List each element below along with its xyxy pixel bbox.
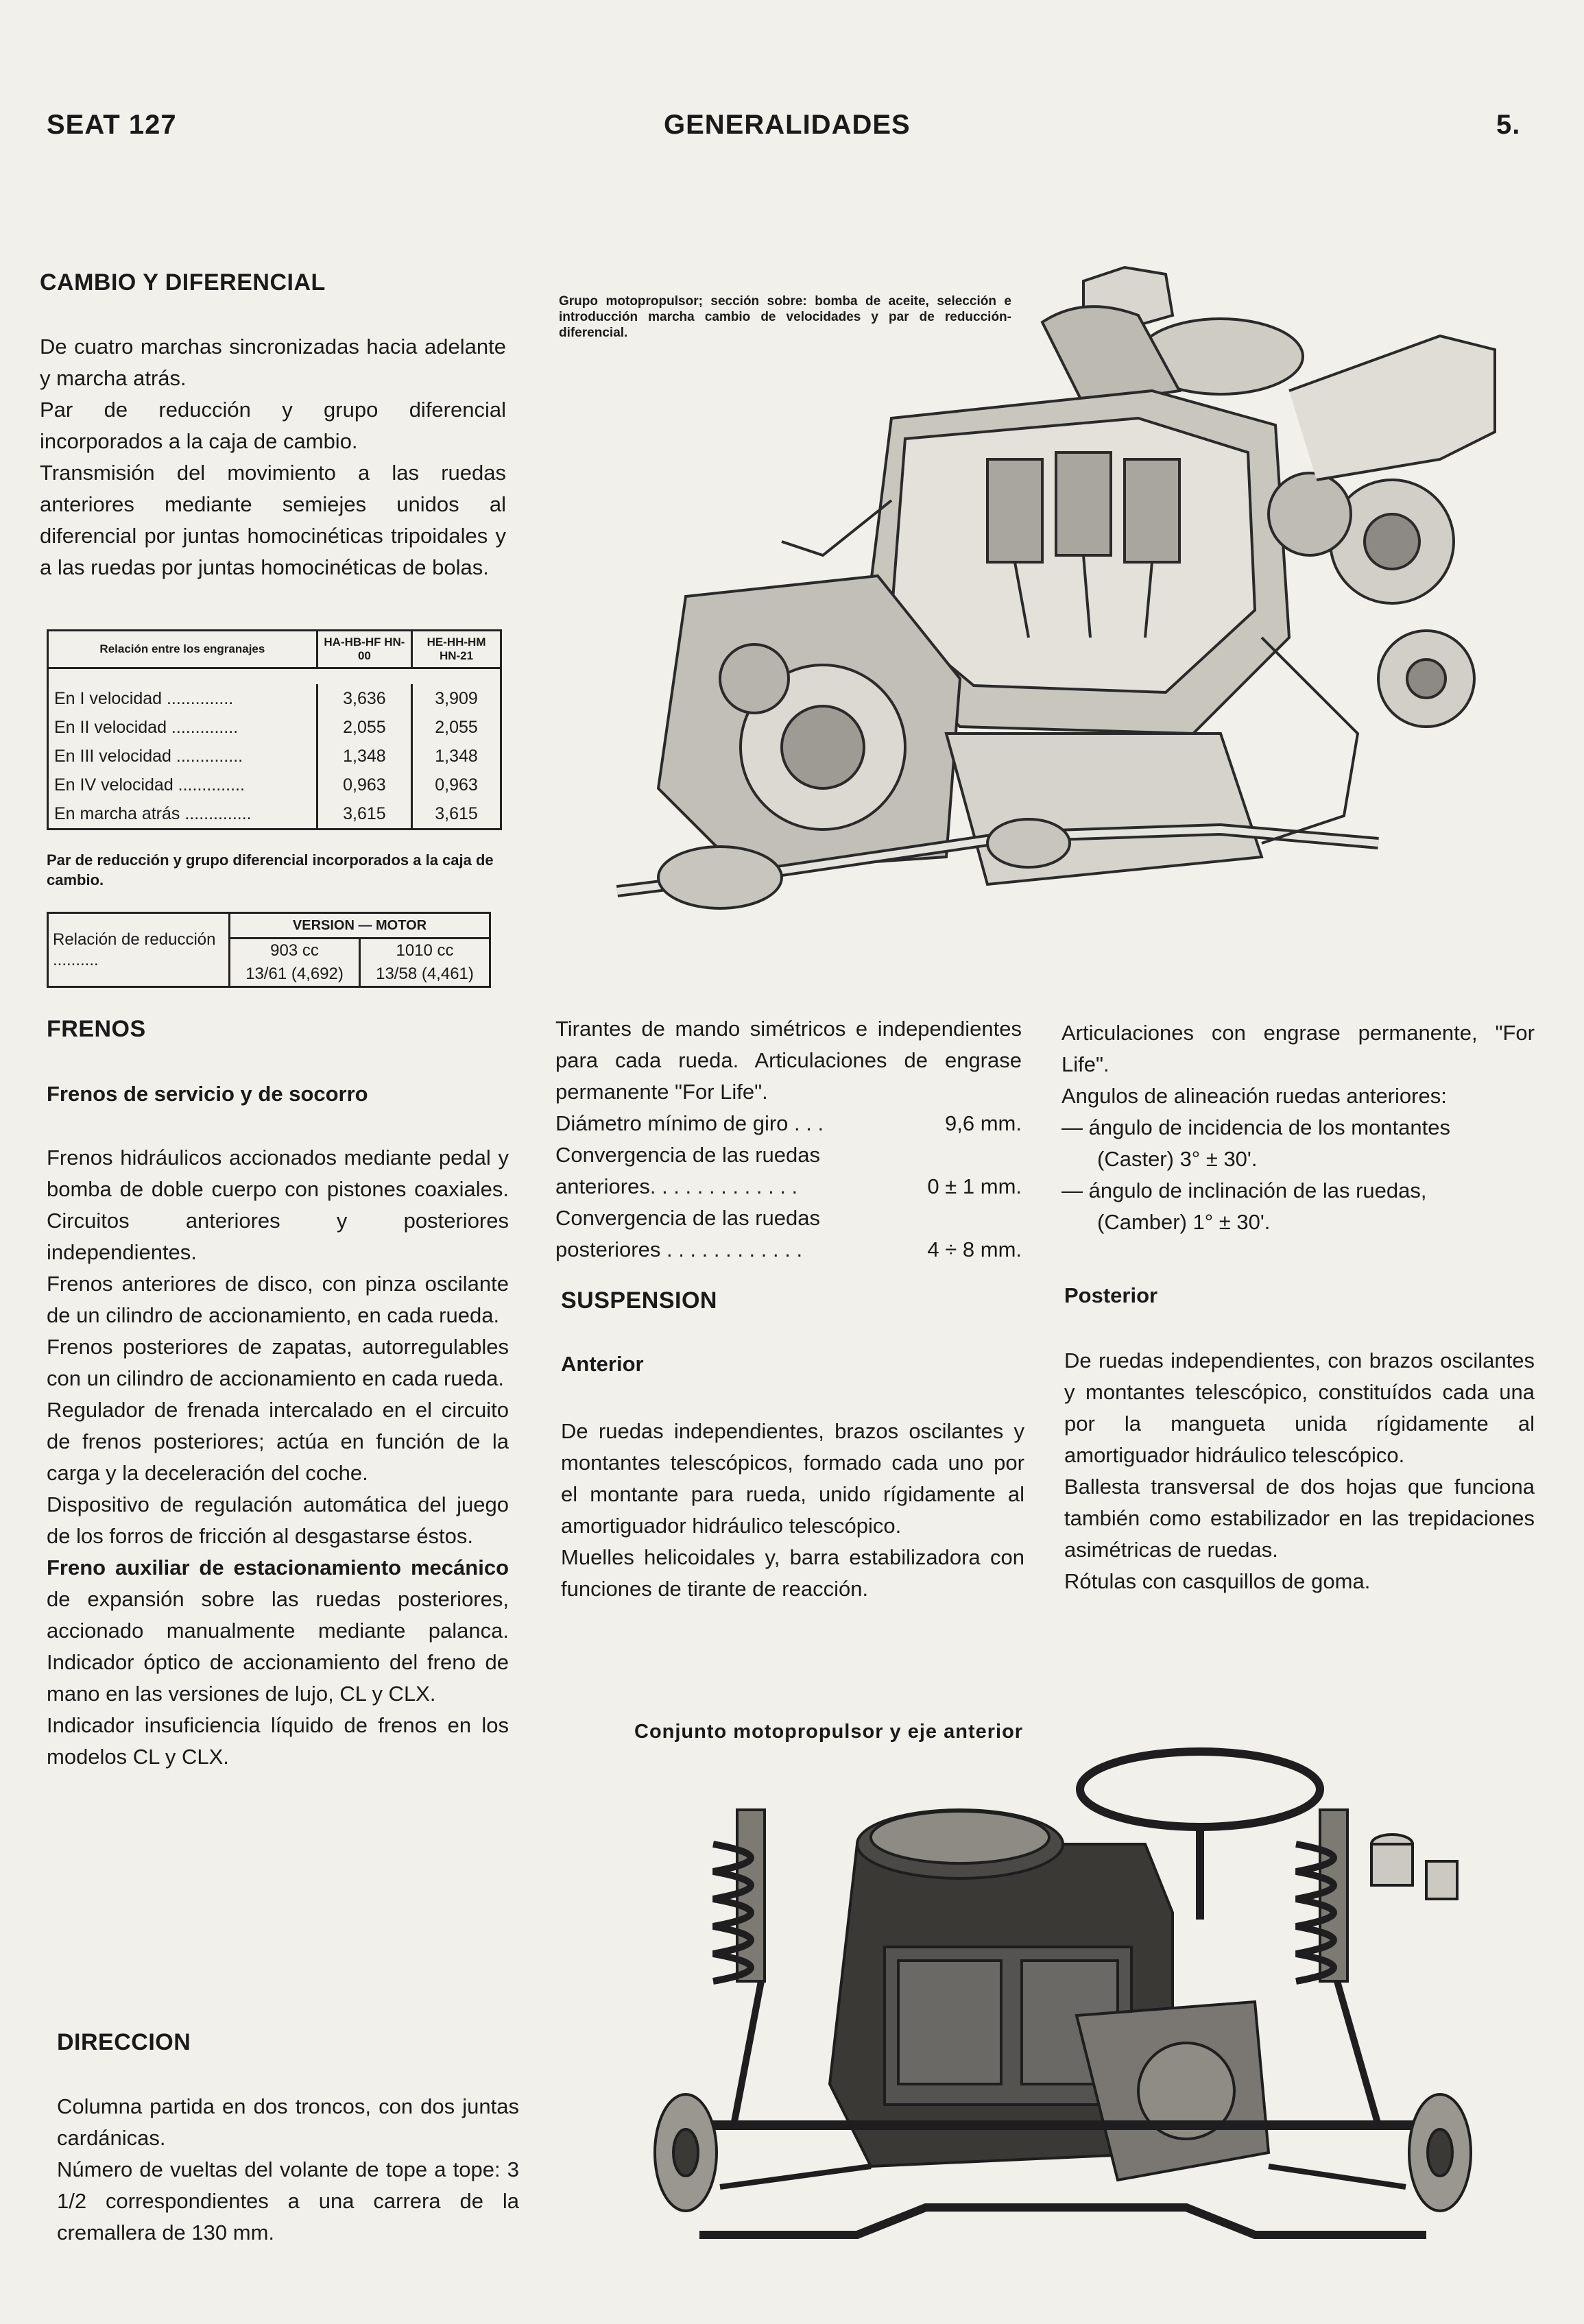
spec-row — [555, 1234, 1022, 1266]
anterior-title: Anterior — [561, 1352, 644, 1376]
gear-col1-header: HA-HB-HF HN-00 — [317, 631, 411, 668]
direccion-p1: Columna partida en dos troncos, con dos juntas cardánicas. — [57, 2094, 519, 2150]
spec-row — [555, 1202, 1022, 1234]
frenos-p5: Dispositivo de regulación automática del juego de los forros de fricción al desgastarse éstos. — [47, 1492, 509, 1548]
angle-caster-a: — ángulo de incidencia de los montantes — [1061, 1115, 1450, 1139]
frenos-aux — [47, 1552, 509, 1710]
right-intro: Articulaciones con engrase permanente, "For Life". — [1061, 1021, 1535, 1076]
spec-value: 0 ± 1 mm. — [927, 1174, 1022, 1198]
spec-value: 9,6 mm. — [945, 1111, 1022, 1135]
gear-ratio-table — [47, 629, 502, 830]
frenos-p3: Frenos posteriores de zapatas, autorregulables con un cilindro de accionamiento en cada rueda. — [47, 1335, 509, 1390]
posterior-p3: Rótulas con casquillos de goma. — [1064, 1569, 1371, 1593]
angles-title: Angulos de alineación ruedas anteriores: — [1061, 1084, 1447, 1108]
suspension-title: SUSPENSION — [561, 1287, 717, 1314]
frenos-aux-rest: de expansión sobre las ruedas posteriores, accionado manualmente mediante palanca. Indicador óptico de accionamiento del freno de mano en las versiones de lujo, CL y CLX. — [47, 1587, 509, 1706]
gear-row-value-b: 3,615 — [412, 799, 501, 830]
angle-camber-a: — ángulo de inclinación de las ruedas, — [1061, 1178, 1427, 1202]
gear-row — [48, 713, 501, 742]
gear-row — [48, 771, 501, 799]
frenos-p4: Regulador de frenada intercalado en el circuito de frenos posteriores; actúa en función de la carga y la deceleración del coche. — [47, 1398, 509, 1485]
anterior-text — [561, 1416, 1024, 1605]
gear-row-value-b: 2,055 — [412, 713, 501, 742]
posterior-text — [1064, 1345, 1535, 1597]
ratio-cc: 903 cc — [230, 939, 360, 963]
anterior-p1: De ruedas independientes, brazos oscilantes y montantes telescópicos, formado cada uno por el montante para rueda, unido rígidamente al amortiguador hidráulico telescópico. — [561, 1419, 1024, 1538]
frenos-p1: Frenos hidráulicos accionados mediante pedal y bomba de doble cuerpo con pistones coaxiales. Circuitos anteriores y posteriores independientes. — [47, 1146, 509, 1264]
gear-row — [48, 799, 501, 830]
gear-row-value-b: 0,963 — [412, 771, 501, 799]
gear-row-label: En III velocidad .............. — [48, 742, 317, 771]
spec-row — [555, 1171, 1022, 1202]
gear-row-value-a: 3,636 — [317, 684, 411, 713]
frenos-aux-bold: Freno auxiliar de estacionamiento mecánico — [47, 1556, 509, 1579]
gear-row-label: En IV velocidad .............. — [48, 771, 317, 799]
header-center: GENERALIDADES — [664, 110, 911, 140]
spec-label: Convergencia de las ruedas — [555, 1143, 821, 1167]
frenos-subtitle: Frenos de servicio y de socorro — [47, 1082, 368, 1106]
differential-caption: Par de reducción y grupo diferencial incorporados a la caja de cambio. — [47, 851, 494, 888]
steering-specs — [555, 1108, 1022, 1266]
direccion-title: DIRECCION — [57, 2029, 191, 2055]
gear-row — [48, 742, 501, 771]
gear-row-value-a: 1,348 — [317, 742, 411, 771]
page-number: 5. — [1496, 110, 1521, 140]
ratio-version-header: VERSION — MOTOR — [230, 913, 490, 939]
cambio-title: CAMBIO Y DIFERENCIAL — [40, 269, 326, 295]
spec-row — [555, 1108, 1022, 1139]
gear-row-value-b: 3,909 — [412, 684, 501, 713]
gear-row-label: En I velocidad .............. — [48, 684, 317, 713]
gear-row-value-a: 3,615 — [317, 799, 411, 830]
cambio-p3: Transmisión del movimiento a las ruedas anteriores mediante semiejes unidos al diferencial por juntas homocinéticas tripoidales y a las ruedas por juntas homocinéticas de bolas. — [40, 461, 506, 579]
frenos-text — [47, 1142, 509, 1773]
gear-row — [48, 684, 501, 713]
gear-table-header: Relación entre los engranajes — [48, 631, 317, 668]
gear-row-value-a: 2,055 — [317, 713, 411, 742]
cambio-p2: Par de reducción y grupo diferencial incorporados a la caja de cambio. — [40, 398, 506, 453]
frenos-last: Indicador insuficiencia líquido de frenos en los modelos CL y CLX. — [47, 1713, 509, 1769]
spec-row — [555, 1139, 1022, 1171]
spec-value: 4 ÷ 8 mm. — [927, 1237, 1022, 1261]
cambio-text — [40, 331, 506, 583]
front-axle-assembly-illustration — [651, 1741, 1474, 2290]
anterior-p2: Muelles helicoidales y, barra estabilizadora con funciones de tirante de reacción. — [561, 1545, 1024, 1601]
alignment-angles — [1061, 1080, 1535, 1238]
spec-label: anteriores. . . . . . . . . . . . . — [555, 1174, 798, 1198]
engine-section-illustration — [603, 254, 1529, 980]
posterior-title: Posterior — [1064, 1283, 1158, 1307]
middle-intro: Tirantes de mando simétricos e independientes para cada rueda. Articulaciones de engrase permanente "For Life". — [555, 1017, 1022, 1104]
gear-row-value-b: 1,348 — [412, 742, 501, 771]
spec-label: posteriores . . . . . . . . . . . . — [555, 1237, 803, 1261]
frenos-p2: Frenos anteriores de disco, con pinza oscilante de un cilindro de accionamiento, en cada rueda. — [47, 1272, 509, 1327]
assembly-caption: Conjunto motopropulsor y eje anterior — [634, 1721, 1024, 1743]
gear-row-label: En marcha atrás .............. — [48, 799, 317, 830]
angle-camber-b: (Camber) 1° ± 30'. — [1097, 1210, 1271, 1234]
gear-row-label: En II velocidad .............. — [48, 713, 317, 742]
direccion-p2: Número de vueltas del volante de tope a tope: 3 1/2 correspondientes a una carrera de la cremallera de 130 mm. — [57, 2157, 519, 2244]
posterior-p1: De ruedas independientes, con brazos oscilantes y montantes telescópico, constituídos cada una por la mangueta unida rígidamente al amortiguador hidráulico telescópico. — [1064, 1348, 1535, 1467]
ratio-cc: 1010 cc — [360, 939, 490, 963]
frenos-title: FRENOS — [47, 1016, 146, 1042]
gear-col2-header: HE-HH-HM HN-21 — [412, 631, 501, 668]
posterior-p2: Ballesta transversal de dos hojas que funciona también como estabilizador en las trepidaciones asimétricas de ruedas. — [1064, 1475, 1535, 1562]
header-left: SEAT 127 — [47, 110, 177, 140]
ratio-value: 13/58 (4,461) — [360, 963, 490, 987]
angle-caster-b: (Caster) 3° ± 30'. — [1097, 1147, 1258, 1171]
cambio-p1: De cuatro marchas sincronizadas hacia adelante y marcha atrás. — [40, 335, 506, 390]
ratio-row-label: Relación de reducción .......... — [48, 913, 230, 987]
spec-label: Diámetro mínimo de giro . . . — [555, 1111, 824, 1135]
spec-label: Convergencia de las ruedas — [555, 1206, 821, 1230]
gear-row-value-a: 0,963 — [317, 771, 411, 799]
direccion-text — [57, 2091, 519, 2249]
reduction-ratio-table — [47, 912, 491, 988]
ratio-value: 13/61 (4,692) — [230, 963, 360, 987]
engine-caption: Grupo motopropulsor; sección sobre: bomba de aceite, selección e introducción marcha cambio de velocidades y par de reducción-diferencial. — [559, 294, 1011, 340]
